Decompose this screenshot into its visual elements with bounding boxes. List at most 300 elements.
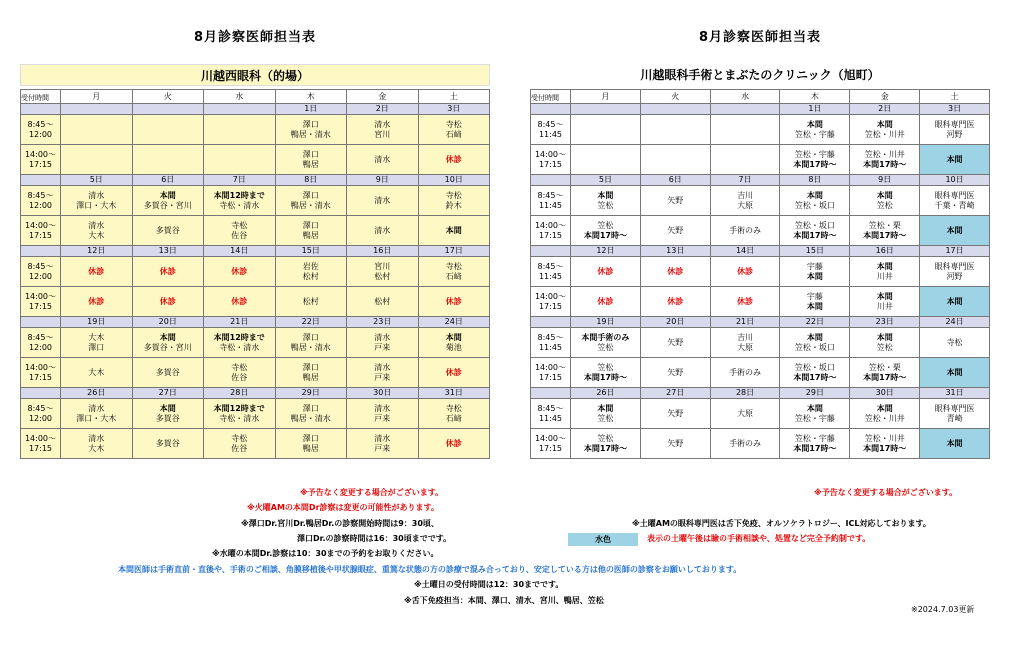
date-row-spacer (21, 388, 61, 399)
doctor-cell (640, 287, 710, 317)
pm-time-cell (21, 429, 61, 459)
time-line: 8:45〜 (537, 119, 564, 129)
time-line: 12:00 (28, 129, 53, 139)
note-start-time: ※澤口Dr.宮川Dr.鴨居Dr.の診察開始時間は9：30頃、 (241, 519, 439, 528)
am-time-cell (21, 399, 61, 429)
day-header: 水 (710, 90, 780, 104)
note-change-warning-right: ※予告なく変更する場合がございます。 (814, 488, 958, 497)
date-cell: 29日 (275, 388, 347, 399)
time-line: 8:45〜 (537, 190, 564, 200)
doctor-name: 宮川 (374, 261, 391, 271)
doctor-name: 休診 (231, 266, 248, 276)
date-cell: 22日 (780, 317, 850, 328)
doctor-name: 清水 (374, 195, 391, 205)
time-line: 12:00 (28, 413, 53, 423)
time-line: 8:45〜 (27, 119, 54, 129)
note-updated: ※2024.7.03更新 (911, 605, 975, 614)
note-saturday-reception: ※土曜日の受付時間は12：30までです。 (414, 580, 564, 589)
doctor-name: 鴨居 (302, 230, 319, 240)
doctor-name: 清水 (374, 362, 391, 372)
date-cell: 28日 (204, 388, 276, 399)
day-header: 月 (61, 90, 133, 104)
doctor-cell (347, 328, 419, 358)
time-line: 8:45〜 (537, 403, 564, 413)
doctor-name: 千葉・青崎 (934, 200, 975, 210)
doctor-cell (571, 115, 641, 145)
doctor-name: 本間17時〜 (793, 159, 837, 169)
day-header: 月 (571, 90, 641, 104)
date-cell: 17日 (920, 246, 990, 257)
am-time-cell (21, 115, 61, 145)
doctor-name: 本間 (806, 403, 823, 413)
doctor-cell (204, 115, 276, 145)
doctor-cell (275, 399, 347, 429)
doctor-name: 本間17時〜 (793, 372, 837, 382)
time-line: 8:45〜 (27, 403, 54, 413)
time-line: 17:15 (538, 159, 563, 169)
doctor-name: 戸来 (374, 443, 391, 453)
doctor-name: 本間17時〜 (863, 443, 907, 453)
date-cell (571, 104, 641, 115)
doctor-cell (710, 186, 780, 216)
date-cell (132, 104, 204, 115)
doctor-name: 本間 (946, 367, 963, 377)
doctor-cell (204, 328, 276, 358)
doctor-cell (204, 145, 276, 175)
doctor-name: 笠松 (597, 433, 614, 443)
left-title: 8月診察医師担当表 (193, 30, 317, 45)
doctor-name: 笠松・川井 (864, 149, 905, 159)
doctor-cell (780, 186, 850, 216)
date-cell: 31日 (418, 388, 490, 399)
doctor-name: 清水 (88, 403, 105, 413)
doctor-cell (132, 328, 204, 358)
doctor-cell (132, 257, 204, 287)
time-line: 11:45 (538, 129, 563, 139)
doctor-cell (850, 257, 920, 287)
doctor-cell (850, 399, 920, 429)
doctor-name: 河野 (946, 271, 963, 281)
doctor-cell (640, 399, 710, 429)
right-subtitle: 川越眼科手術とまぶたのクリニック（旭町） (640, 68, 880, 82)
doctor-cell (347, 358, 419, 388)
doctor-name: 本間 (597, 190, 614, 200)
date-cell (640, 104, 710, 115)
doctor-cell (640, 216, 710, 246)
doctor-name: 矢野 (667, 408, 684, 418)
doctor-name: 本間12時まで (213, 403, 265, 413)
date-cell: 23日 (850, 317, 920, 328)
doctor-name: 澤口 (302, 190, 319, 200)
date-row-spacer (531, 317, 571, 328)
time-line: 12:00 (28, 342, 53, 352)
doctor-cell (132, 358, 204, 388)
doctor-name: 本間12時まで (213, 190, 265, 200)
doctor-name: 寺松 (231, 433, 248, 443)
date-cell: 12日 (571, 246, 641, 257)
doctor-name: 佐谷 (231, 230, 248, 240)
doctor-cell (710, 115, 780, 145)
note-sawaguchi-hours: 澤口Dr.の診察時間は16：30頃までです。 (297, 534, 452, 543)
doctor-name: 本間17時〜 (863, 230, 907, 240)
date-cell: 30日 (347, 388, 419, 399)
doctor-name: 鴨居・清水 (290, 129, 331, 139)
doctor-name: 大原 (737, 342, 754, 352)
doctor-name: 本間17時〜 (863, 159, 907, 169)
time-header: 受付時間 (531, 90, 571, 104)
pm-time-cell (21, 287, 61, 317)
date-cell: 8日 (780, 175, 850, 186)
doctor-name: 清水 (88, 220, 105, 230)
doctor-name: 本間 (946, 438, 963, 448)
doctor-name: 清水 (374, 154, 391, 164)
day-header: 金 (850, 90, 920, 104)
date-row-spacer (531, 175, 571, 186)
doctor-cell (780, 429, 850, 459)
doctor-cell (61, 216, 133, 246)
doctor-name: 笠松・栗 (868, 362, 901, 372)
doctor-cell (347, 216, 419, 246)
doctor-cell (571, 145, 641, 175)
doctor-cell (640, 358, 710, 388)
doctor-name: 笠松・坂口 (794, 220, 835, 230)
doctor-name: 笠松 (597, 342, 614, 352)
doctor-cell (204, 216, 276, 246)
doctor-cell (61, 257, 133, 287)
doctor-name: 寺松 (231, 220, 248, 230)
date-row-spacer (531, 246, 571, 257)
date-cell: 21日 (710, 317, 780, 328)
doctor-name: 清水 (88, 433, 105, 443)
note-wednesday: ※水曜の本間Dr.診察は10：30までの予約をお取りください。 (212, 549, 439, 558)
doctor-cell (132, 216, 204, 246)
doctor-name: 笠松・川井 (864, 433, 905, 443)
doctor-name: 矢野 (667, 225, 684, 235)
doctor-cell (347, 115, 419, 145)
doctor-cell (571, 216, 641, 246)
doctor-name: 寺松・清水 (219, 342, 260, 352)
doctor-cell (204, 399, 276, 429)
doctor-cell (275, 216, 347, 246)
doctor-name: 本間 (876, 190, 893, 200)
doctor-name: 松村 (374, 271, 391, 281)
doctor-name: 笠松・川井 (864, 413, 905, 423)
doctor-cell (571, 287, 641, 317)
date-cell: 5日 (61, 175, 133, 186)
doctor-cell (347, 399, 419, 429)
doctor-name: 菊池 (445, 342, 462, 352)
date-cell: 10日 (418, 175, 490, 186)
time-line: 17:15 (28, 159, 53, 169)
doctor-cell (418, 257, 490, 287)
doctor-name: 本間 (806, 301, 823, 311)
date-row-spacer (531, 388, 571, 399)
time-line: 17:15 (538, 443, 563, 453)
date-cell: 20日 (640, 317, 710, 328)
note-change-warning-left: ※予告なく変更する場合がございます。 (300, 488, 444, 497)
doctor-name: 本間17時〜 (583, 443, 627, 453)
left-subtitle: 川越西眼科（的場） (20, 64, 490, 86)
time-line: 14:00〜 (534, 220, 567, 230)
doctor-name: 松村 (302, 296, 319, 306)
doctor-cell (61, 429, 133, 459)
day-header: 金 (347, 90, 419, 104)
doctor-cell (780, 399, 850, 429)
doctor-cell (920, 115, 990, 145)
pm-time-cell (531, 429, 571, 459)
doctor-cell (920, 429, 990, 459)
doctor-name: 本間 (597, 403, 614, 413)
doctor-cell (780, 358, 850, 388)
day-header: 木 (275, 90, 347, 104)
am-time-cell (531, 257, 571, 287)
doctor-cell (61, 399, 133, 429)
doctor-cell (61, 287, 133, 317)
date-cell: 13日 (640, 246, 710, 257)
doctor-name: 寺松 (445, 119, 462, 129)
doctor-cell (204, 287, 276, 317)
date-cell: 29日 (780, 388, 850, 399)
doctor-cell (640, 186, 710, 216)
doctor-name: 休診 (159, 296, 176, 306)
doctor-cell (132, 186, 204, 216)
note-saturday-am: ※土曜AMの眼科専門医は舌下免疫、オルソケラトロジー、ICL対応しております。 (632, 519, 931, 528)
time-line: 17:15 (28, 443, 53, 453)
time-line: 14:00〜 (24, 433, 57, 443)
doctor-name: 多賀谷 (155, 225, 180, 235)
time-line: 11:45 (538, 271, 563, 281)
doctor-cell (132, 145, 204, 175)
doctor-name: 松村 (374, 296, 391, 306)
doctor-name: 澤口 (302, 332, 319, 342)
note-honma: 本間医師は手術直前・直後や、手術のご相談、角膜移植後や甲状腺眼症、重篤な状態の方の診療で混み合っており、安定している方は他の医師の診察をお願いしております。 (118, 565, 742, 574)
doctor-cell (418, 399, 490, 429)
doctor-cell (275, 287, 347, 317)
doctor-cell (132, 399, 204, 429)
doctor-name: 石﨑 (445, 129, 462, 139)
doctor-name: 休診 (445, 367, 462, 377)
doctor-name: 笠松・宇藤 (794, 433, 835, 443)
doctor-name: 清水 (88, 190, 105, 200)
time-line: 17:15 (538, 230, 563, 240)
doctor-name: 澤口 (302, 362, 319, 372)
right-title: 8月診察医師担当表 (698, 30, 822, 45)
doctor-name: 本間17時〜 (793, 443, 837, 453)
time-line: 17:15 (28, 301, 53, 311)
time-line: 11:45 (538, 342, 563, 352)
doctor-cell (418, 328, 490, 358)
doctor-name: 石﨑 (445, 271, 462, 281)
doctor-cell (640, 429, 710, 459)
doctor-name: 本間17時〜 (583, 372, 627, 382)
doctor-name: 休診 (88, 296, 105, 306)
doctor-name: 清水 (374, 332, 391, 342)
doctor-name: 澤口 (302, 220, 319, 230)
doctor-name: 鴨居・清水 (290, 413, 331, 423)
date-row-spacer (531, 104, 571, 115)
note-tuesday: ※火曜AMの本間Dr診察は変更の可能性があります。 (247, 503, 439, 512)
doctor-name: 青崎 (946, 413, 963, 423)
doctor-cell (347, 186, 419, 216)
doctor-name: 笠松 (876, 342, 893, 352)
doctor-name: 多賀谷 (155, 413, 180, 423)
doctor-name: 大木 (88, 230, 105, 240)
doctor-name: 多賀谷・宮川 (143, 200, 192, 210)
time-line: 14:00〜 (24, 149, 57, 159)
doctor-name: 松村 (302, 271, 319, 281)
time-line: 14:00〜 (24, 220, 57, 230)
note-allergy: ※舌下免疫担当：本間、澤口、清水、宮川、鴨居、笠松 (404, 596, 604, 605)
doctor-name: 本間 (445, 225, 462, 235)
note-saturday-pm: 表示の土曜午後は瞼の手術相談や、処置など完全予約制です。 (647, 534, 871, 543)
doctor-name: 手術のみ (729, 438, 762, 448)
doctor-cell (710, 216, 780, 246)
doctor-cell (780, 115, 850, 145)
date-cell: 16日 (347, 246, 419, 257)
doctor-name: 本間 (946, 296, 963, 306)
doctor-name: 多賀谷 (155, 367, 180, 377)
doctor-name: 本間手術のみ (581, 332, 630, 342)
day-header: 水 (204, 90, 276, 104)
doctor-cell (571, 358, 641, 388)
date-cell: 21日 (204, 317, 276, 328)
doctor-name: 鴨居・清水 (290, 200, 331, 210)
date-cell (710, 104, 780, 115)
date-cell: 3日 (418, 104, 490, 115)
pm-time-cell (531, 216, 571, 246)
time-line: 14:00〜 (534, 291, 567, 301)
doctor-name: 寺松・清水 (219, 413, 260, 423)
date-cell: 31日 (920, 388, 990, 399)
time-line: 8:45〜 (537, 332, 564, 342)
doctor-cell (61, 328, 133, 358)
doctor-name: 休診 (88, 266, 105, 276)
doctor-cell (780, 257, 850, 287)
doctor-name: 眼科専門医 (934, 190, 975, 200)
doctor-name: 手術のみ (729, 367, 762, 377)
date-cell: 15日 (275, 246, 347, 257)
pm-time-cell (21, 358, 61, 388)
doctor-name: 休診 (445, 154, 462, 164)
date-cell: 26日 (61, 388, 133, 399)
time-line: 8:45〜 (27, 261, 54, 271)
doctor-cell (780, 287, 850, 317)
doctor-name: 本間 (876, 261, 893, 271)
doctor-cell (850, 186, 920, 216)
doctor-name: 矢野 (667, 367, 684, 377)
doctor-cell (710, 257, 780, 287)
time-line: 17:15 (538, 301, 563, 311)
doctor-cell (275, 115, 347, 145)
doctor-name: 本間17時〜 (793, 230, 837, 240)
doctor-name: 川井 (876, 271, 893, 281)
doctor-cell (132, 429, 204, 459)
date-cell: 1日 (275, 104, 347, 115)
doctor-cell (920, 145, 990, 175)
doctor-name: 本間 (806, 190, 823, 200)
date-cell: 12日 (61, 246, 133, 257)
doctor-cell (347, 145, 419, 175)
day-header: 土 (920, 90, 990, 104)
doctor-cell (275, 186, 347, 216)
doctor-name: 澤口 (302, 149, 319, 159)
doctor-name: 休診 (445, 296, 462, 306)
am-time-cell (531, 186, 571, 216)
date-cell: 23日 (347, 317, 419, 328)
date-cell: 20日 (132, 317, 204, 328)
doctor-cell (347, 429, 419, 459)
time-line: 17:15 (28, 372, 53, 382)
date-cell (61, 104, 133, 115)
doctor-cell (780, 216, 850, 246)
am-time-cell (531, 328, 571, 358)
doctor-name: 休診 (667, 296, 684, 306)
doctor-name: 本間 (806, 271, 823, 281)
doctor-cell (347, 287, 419, 317)
doctor-cell (640, 328, 710, 358)
doctor-name: 清水 (374, 403, 391, 413)
doctor-name: 笠松 (597, 413, 614, 423)
doctor-cell (204, 186, 276, 216)
doctor-cell (275, 358, 347, 388)
date-cell: 3日 (920, 104, 990, 115)
doctor-name: 休診 (597, 296, 614, 306)
time-line: 12:00 (28, 200, 53, 210)
doctor-name: 休診 (231, 296, 248, 306)
doctor-cell (132, 115, 204, 145)
doctor-name: 本間 (876, 403, 893, 413)
doctor-cell (640, 115, 710, 145)
doctor-cell (920, 358, 990, 388)
doctor-cell (571, 257, 641, 287)
doctor-name: 休診 (667, 266, 684, 276)
date-cell: 7日 (204, 175, 276, 186)
doctor-name: 鈴木 (445, 200, 462, 210)
right-schedule-table (530, 89, 990, 459)
date-cell: 19日 (61, 317, 133, 328)
doctor-name: 本間17時〜 (863, 372, 907, 382)
doctor-cell (571, 328, 641, 358)
doctor-name: 大木 (88, 367, 105, 377)
doctor-cell (275, 257, 347, 287)
time-line: 11:45 (538, 200, 563, 210)
doctor-name: 本間 (159, 190, 176, 200)
doctor-cell (418, 145, 490, 175)
time-line: 17:15 (538, 372, 563, 382)
doctor-name: 休診 (597, 266, 614, 276)
doctor-name: 戸来 (374, 342, 391, 352)
date-cell: 2日 (347, 104, 419, 115)
doctor-name: 笠松・宇藤 (794, 413, 835, 423)
date-cell (204, 104, 276, 115)
doctor-name: 本間 (159, 332, 176, 342)
doctor-name: 寺松 (946, 337, 963, 347)
doctor-cell (640, 257, 710, 287)
doctor-name: 川井 (876, 301, 893, 311)
doctor-name: 眼科専門医 (934, 119, 975, 129)
doctor-name: 笠松・坂口 (794, 200, 835, 210)
doctor-cell (850, 287, 920, 317)
doctor-name: 本間17時〜 (583, 230, 627, 240)
doctor-name: 寺松 (231, 362, 248, 372)
doctor-name: 清水 (374, 225, 391, 235)
date-row-spacer (21, 175, 61, 186)
left-schedule-table (20, 89, 490, 459)
date-cell: 14日 (204, 246, 276, 257)
doctor-cell (710, 328, 780, 358)
doctor-cell (850, 115, 920, 145)
am-time-cell (531, 399, 571, 429)
